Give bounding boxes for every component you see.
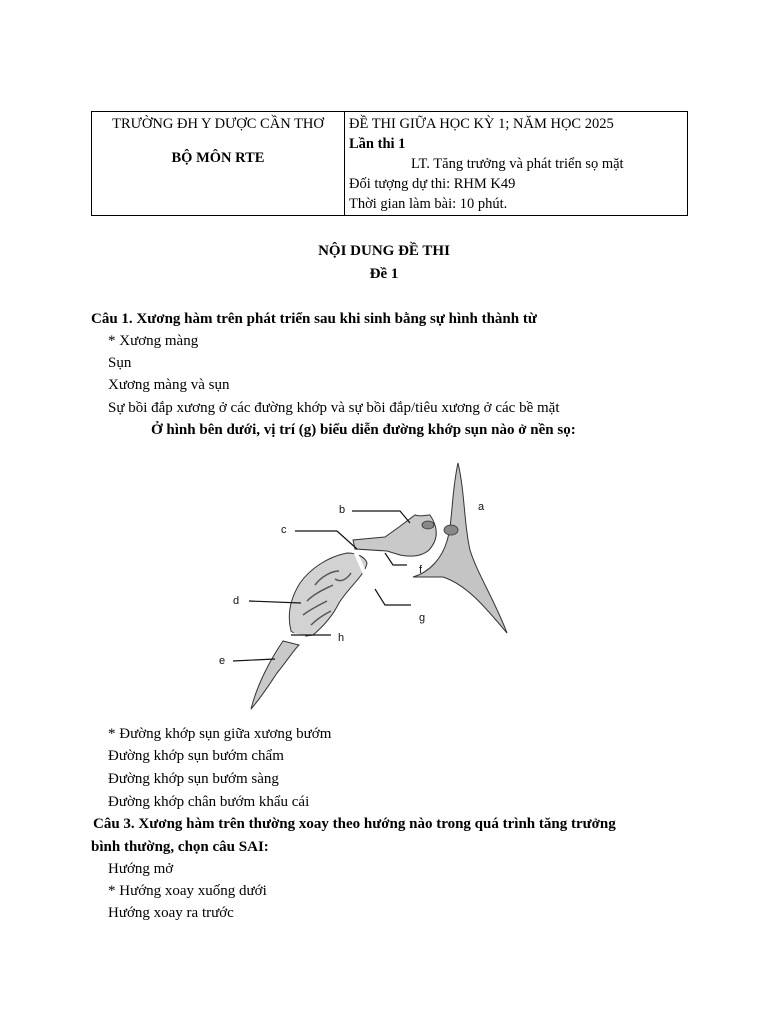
question-1-option: Sụn <box>108 355 132 371</box>
exam-version: Đề 1 <box>369 266 399 282</box>
question-1-option: Xương màng và sụn <box>108 377 230 393</box>
cranial-base-diagram <box>215 455 515 717</box>
exam-header-table <box>91 111 688 216</box>
exam-subject: LT. Tăng trưởng và phát triển sọ mặt <box>411 156 624 172</box>
school-name: TRƯỜNG ĐH Y DƯỢC CẦN THƠ <box>112 116 324 132</box>
question-2-option: Đường khớp sụn bướm sàng <box>108 771 279 787</box>
question-1-option: * Xương màng <box>108 333 199 349</box>
figure-label: g <box>419 612 426 624</box>
header-right-cell <box>345 112 688 216</box>
department-name: BỘ MÔN RTE <box>171 150 265 166</box>
bone-e-shape <box>251 641 299 709</box>
pointer-e <box>233 659 275 661</box>
exam-title: ĐỀ THI GIỮA HỌC KỲ 1; NĂM HỌC 2025 <box>349 116 614 132</box>
bone-b-shape <box>353 515 436 556</box>
question-1-option: Sự bồi đắp xương ở các đường khớp và sự bồi đắp/tiêu xương ở các bề mặt <box>108 400 560 416</box>
figure-label: f <box>419 564 423 576</box>
header-left-cell <box>92 112 345 216</box>
pointer-b <box>352 511 410 523</box>
figure-label: e <box>219 655 226 667</box>
exam-attempt: Lần thi 1 <box>349 136 406 152</box>
question-2-option: Đường khớp sụn bướm chẩm <box>108 748 284 764</box>
bone-d-body <box>289 553 367 637</box>
pointer-c <box>295 531 357 549</box>
question-3-option: Hướng xoay ra trước <box>108 905 234 921</box>
figure-label: h <box>338 632 345 644</box>
question-1-prompt: Câu 1. Xương hàm trên phát triển sau khi sinh bằng sự hình thành từ <box>91 311 537 327</box>
question-3-option: * Hướng xoay xuống dưới <box>108 883 267 899</box>
figure-label: a <box>478 501 485 513</box>
exam-candidates: Đối tượng dự thi: RHM K49 <box>349 176 516 192</box>
question-3-prompt: Câu 3. Xương hàm trên thường xoay theo hướng nào trong quá trình tăng trưởng <box>93 816 616 832</box>
question-2-option: Đường khớp chân bướm khẩu cái <box>108 794 310 810</box>
exam-duration: Thời gian làm bài: 10 phút. <box>349 196 508 212</box>
question-2-prompt: Ở hình bên dưới, vị trí (g) biểu diễn đường khớp sụn nào ở nền sọ: <box>151 422 576 438</box>
content-heading: NỘI DUNG ĐỀ THI <box>318 243 450 259</box>
question-3-prompt: bình thường, chọn câu SAI: <box>91 839 269 855</box>
figure-label: c <box>281 524 287 536</box>
figure-label: d <box>233 595 240 607</box>
question-2-option: * Đường khớp sụn giữa xương bướm <box>108 726 332 742</box>
figure-label: b <box>339 504 346 516</box>
pointer-g <box>375 589 411 605</box>
question-3-option: Hướng mở <box>108 861 174 877</box>
bone-b-nodule <box>444 525 458 535</box>
bone-b-nodule <box>422 521 434 529</box>
